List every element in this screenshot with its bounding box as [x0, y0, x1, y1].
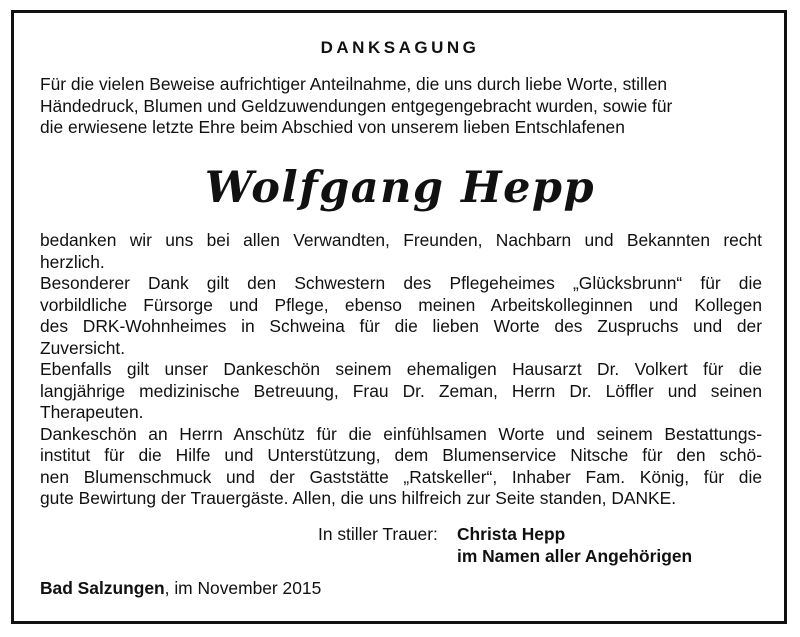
body-line: Besonderer Dank gilt den Schwestern des Pflegeheimes „Glücksbrunn“ für die — [40, 273, 762, 293]
intro-paragraph — [40, 74, 762, 139]
signoff-label: In stiller Trauer: — [318, 524, 438, 544]
signoff-subline: im Namen aller Angehörigen — [457, 546, 693, 566]
body-line: Therapeuten. — [40, 402, 144, 422]
notice-heading: DANKSAGUNG — [320, 38, 480, 57]
body-line: Zuversicht. — [40, 337, 126, 358]
signoff-block — [318, 523, 692, 567]
body-line: Dankeschön an Herrn Anschütz für die einfühlsamen Worte und seinem Bestattungs- — [40, 423, 762, 444]
body-line: gute Bewirtung der Trauergäste. Allen, die uns hilfreich zur Seite standen, DANKE. — [40, 488, 677, 508]
place-date-line — [40, 577, 321, 599]
body-line: des DRK-Wohnheimes in Schweina für die lieben Worte des Zuspruchs und der — [40, 316, 762, 336]
deceased-name: Wolfgang Hepp — [204, 163, 596, 213]
body-line: Ebenfalls gilt unser Dankeschön seinem ehemaligen Hausarzt Dr. Volkert für die — [40, 359, 762, 379]
place-city: Bad Salzungen — [40, 578, 165, 598]
thanks-paragraph — [40, 230, 762, 510]
body-line: herzlich. — [40, 251, 105, 272]
body-line: institut für die Hilfe und Unterstützung, dem Blumenservice Nitsche für den schö- — [40, 445, 762, 465]
signoff-name: Christa Hepp — [457, 524, 566, 544]
intro-line: die erwiesene letzte Ehre beim Abschied von unserem lieben Entschlafenen — [40, 117, 625, 137]
signoff-spacer — [318, 545, 457, 567]
body-line: nen Blumenschmuck und der Gaststätte „Ratskeller“, Inhaber Fam. König, für die — [40, 466, 762, 487]
signoff-row — [318, 523, 692, 545]
body-line: langjährige medizinische Betreuung, Frau Dr. Zeman, Herrn Dr. Löffler und seinen — [40, 380, 762, 401]
body-line: bedanken wir uns bei allen Verwandten, Freunden, Nachbarn und Bekannten recht — [40, 230, 762, 250]
intro-line: Für die vielen Beweise aufrichtiger Anteilnahme, die uns durch liebe Worte, stillen — [40, 74, 668, 94]
place-date: , im November 2015 — [164, 578, 322, 598]
body-line: vorbildliche Fürsorge und Pflege, ebenso meinen Arbeitskolleginnen und Kollegen — [40, 294, 762, 315]
signoff-row — [318, 545, 692, 567]
intro-line: Händedruck, Blumen und Geldzuwendungen entgegengebracht wurden, sowie für — [40, 95, 673, 116]
